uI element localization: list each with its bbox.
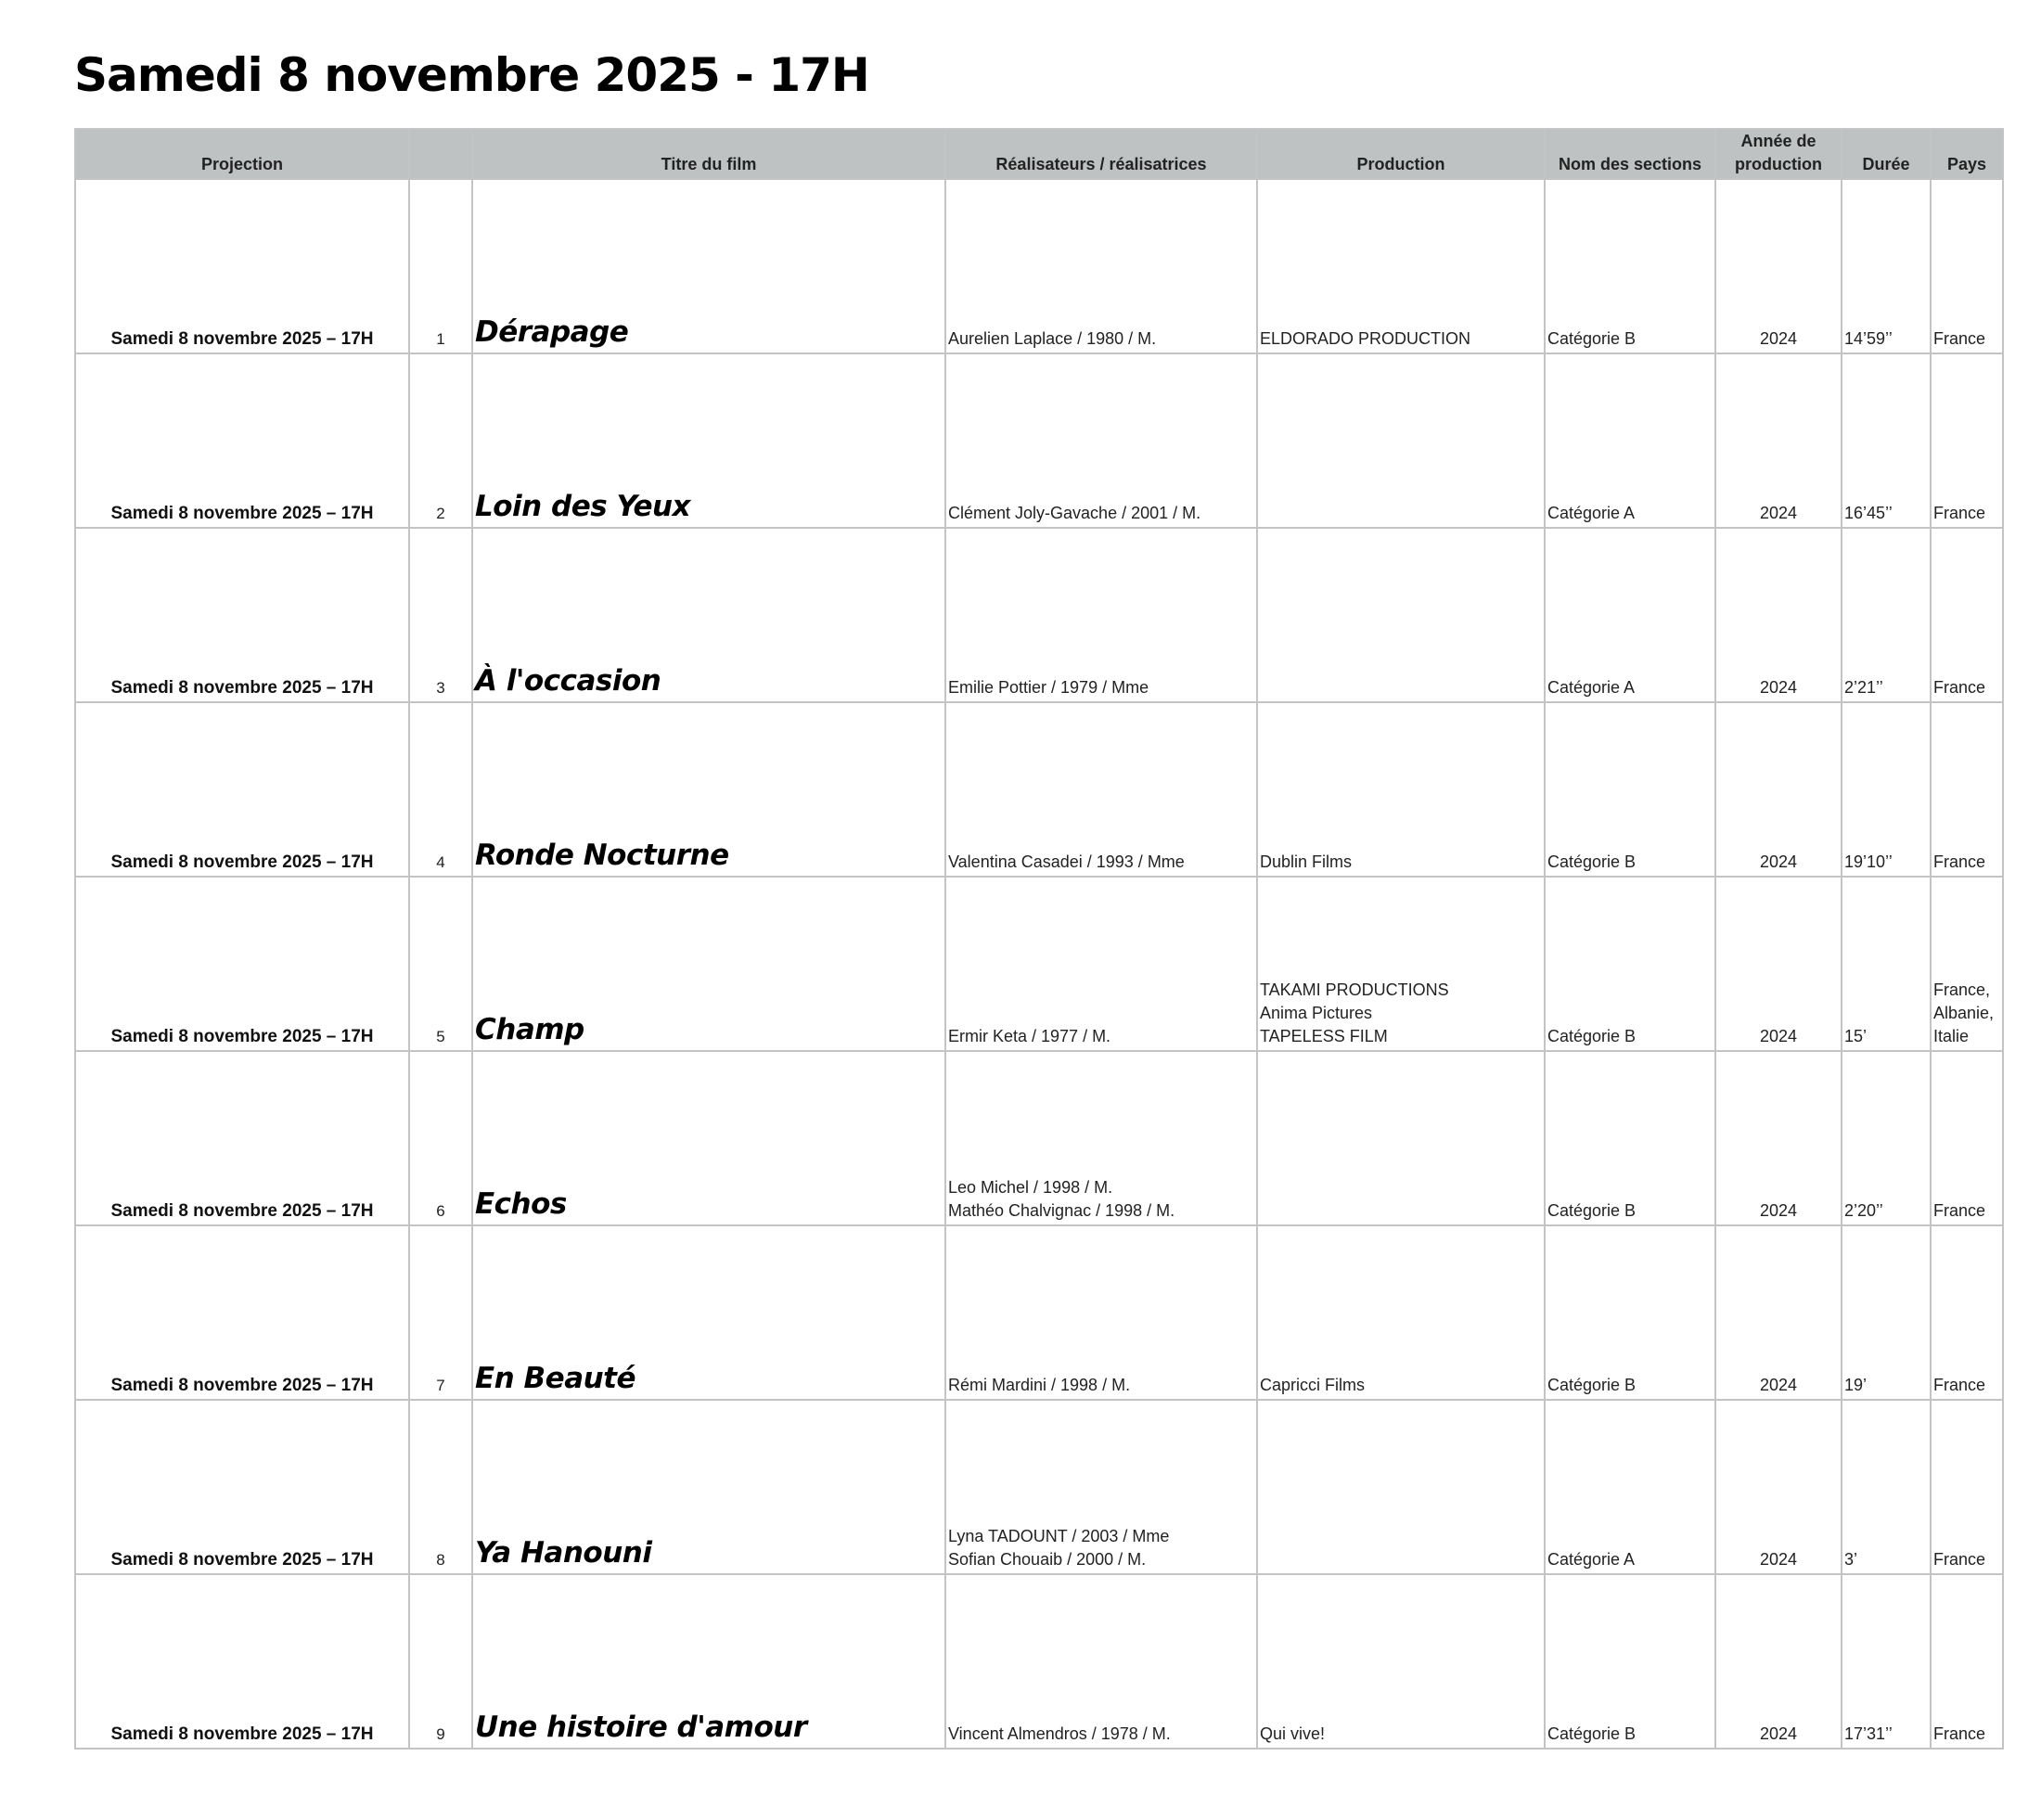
table-row — [75, 702, 2003, 877]
cell-country — [1931, 179, 2003, 353]
cell-duration: 2’20’’ — [1842, 1051, 1931, 1225]
cell-country — [1931, 1400, 2003, 1574]
header-section: Nom des sections — [1545, 129, 1715, 179]
cell-country-line: France — [1933, 1376, 1986, 1394]
cell-film-title: Ya Hanouni — [472, 1400, 945, 1574]
cell-directors-line: Mathéo Chalvignac / 1998 / M. — [948, 1201, 1175, 1220]
cell-directors — [945, 1051, 1257, 1225]
cell-projection: Samedi 8 novembre 2025 – 17H — [75, 877, 409, 1051]
cell-number: 8 — [409, 1400, 472, 1574]
cell-projection: Samedi 8 novembre 2025 – 17H — [75, 1400, 409, 1574]
header-year-line1: Année de — [1740, 132, 1816, 150]
cell-section: Catégorie B — [1545, 179, 1715, 353]
cell-projection: Samedi 8 novembre 2025 – 17H — [75, 528, 409, 702]
cell-year: 2024 — [1715, 528, 1842, 702]
cell-year: 2024 — [1715, 1574, 1842, 1749]
cell-year: 2024 — [1715, 353, 1842, 528]
cell-country — [1931, 1574, 2003, 1749]
cell-country — [1931, 1051, 2003, 1225]
cell-number: 5 — [409, 877, 472, 1051]
header-production: Production — [1257, 129, 1545, 179]
cell-directors-line: Aurelien Laplace / 1980 / M. — [948, 329, 1157, 348]
cell-country — [1931, 528, 2003, 702]
cell-film-title: En Beauté — [472, 1225, 945, 1400]
cell-year: 2024 — [1715, 877, 1842, 1051]
cell-production-line: TAPELESS FILM — [1260, 1027, 1388, 1045]
cell-duration: 15’ — [1842, 877, 1931, 1051]
schedule-table — [74, 128, 2004, 1750]
cell-directors — [945, 1225, 1257, 1400]
cell-film-title: À l'occasion — [472, 528, 945, 702]
cell-directors-line: Emilie Pottier / 1979 / Mme — [948, 678, 1149, 697]
cell-directors — [945, 1574, 1257, 1749]
table-row — [75, 528, 2003, 702]
cell-country-line: France — [1933, 329, 1986, 348]
header-projection: Projection — [75, 129, 409, 179]
cell-projection: Samedi 8 novembre 2025 – 17H — [75, 179, 409, 353]
cell-directors — [945, 179, 1257, 353]
table-row — [75, 877, 2003, 1051]
header-duration: Durée — [1842, 129, 1931, 179]
cell-country — [1931, 1225, 2003, 1400]
cell-duration: 17’31’’ — [1842, 1574, 1931, 1749]
cell-duration: 16’45’’ — [1842, 353, 1931, 528]
cell-country-line: France — [1933, 1724, 1986, 1743]
cell-section: Catégorie A — [1545, 528, 1715, 702]
cell-directors-line: Leo Michel / 1998 / M. — [948, 1178, 1113, 1197]
cell-section: Catégorie A — [1545, 353, 1715, 528]
cell-directors-line: Clément Joly-Gavache / 2001 / M. — [948, 504, 1201, 522]
cell-film-title: Dérapage — [472, 179, 945, 353]
cell-country-line: France — [1933, 852, 1986, 871]
cell-production — [1257, 528, 1545, 702]
cell-country-line: Albanie, — [1933, 1004, 1995, 1022]
cell-country-line: Italie — [1933, 1027, 1970, 1045]
cell-directors — [945, 353, 1257, 528]
cell-section: Catégorie A — [1545, 1400, 1715, 1574]
cell-projection: Samedi 8 novembre 2025 – 17H — [75, 1225, 409, 1400]
cell-year: 2024 — [1715, 702, 1842, 877]
header-title: Titre du film — [472, 129, 945, 179]
cell-duration: 19’10’’ — [1842, 702, 1931, 877]
cell-section: Catégorie B — [1545, 1225, 1715, 1400]
table-row — [75, 1225, 2003, 1400]
cell-country — [1931, 353, 2003, 528]
table-row — [75, 1400, 2003, 1574]
cell-directors — [945, 1400, 1257, 1574]
table-row — [75, 1051, 2003, 1225]
cell-number: 1 — [409, 179, 472, 353]
cell-country-line: France — [1933, 678, 1986, 697]
cell-production — [1257, 1051, 1545, 1225]
header-country: Pays — [1931, 129, 2003, 179]
cell-year: 2024 — [1715, 1400, 1842, 1574]
cell-production-line: Capricci Films — [1260, 1376, 1366, 1394]
cell-section: Catégorie B — [1545, 702, 1715, 877]
cell-directors — [945, 877, 1257, 1051]
cell-production — [1257, 702, 1545, 877]
cell-film-title: Loin des Yeux — [472, 353, 945, 528]
cell-projection: Samedi 8 novembre 2025 – 17H — [75, 702, 409, 877]
cell-directors-line: Sofian Chouaib / 2000 / M. — [948, 1550, 1147, 1569]
table-row — [75, 353, 2003, 528]
table-row — [75, 1574, 2003, 1749]
cell-film-title: Champ — [472, 877, 945, 1051]
cell-number: 3 — [409, 528, 472, 702]
cell-country-line: France — [1933, 1201, 1986, 1220]
cell-production-line: Anima Pictures — [1260, 1004, 1373, 1022]
cell-country — [1931, 702, 2003, 877]
cell-duration: 14’59’’ — [1842, 179, 1931, 353]
cell-production — [1257, 179, 1545, 353]
cell-production — [1257, 1400, 1545, 1574]
cell-production — [1257, 1574, 1545, 1749]
cell-directors-line: Vincent Almendros / 1978 / M. — [948, 1724, 1171, 1743]
cell-film-title: Ronde Nocturne — [472, 702, 945, 877]
cell-number: 2 — [409, 353, 472, 528]
cell-section: Catégorie B — [1545, 1051, 1715, 1225]
cell-directors — [945, 528, 1257, 702]
cell-country-line: France — [1933, 504, 1986, 522]
cell-section: Catégorie B — [1545, 1574, 1715, 1749]
cell-production — [1257, 877, 1545, 1051]
cell-number: 6 — [409, 1051, 472, 1225]
header-number — [409, 129, 472, 179]
cell-number: 7 — [409, 1225, 472, 1400]
cell-projection: Samedi 8 novembre 2025 – 17H — [75, 1051, 409, 1225]
cell-section: Catégorie B — [1545, 877, 1715, 1051]
cell-directors-line: Ermir Keta / 1977 / M. — [948, 1027, 1111, 1045]
cell-year: 2024 — [1715, 1225, 1842, 1400]
table-row — [75, 179, 2003, 353]
cell-projection: Samedi 8 novembre 2025 – 17H — [75, 1574, 409, 1749]
cell-year: 2024 — [1715, 1051, 1842, 1225]
header-directors: Réalisateurs / réalisatrices — [945, 129, 1257, 179]
header-row — [75, 129, 2003, 179]
cell-directors — [945, 702, 1257, 877]
cell-country-line: France, — [1933, 980, 1991, 999]
cell-directors-line: Valentina Casadei / 1993 / Mme — [948, 852, 1185, 871]
cell-country — [1931, 877, 2003, 1051]
cell-directors-line: Rémi Mardini / 1998 / M. — [948, 1376, 1131, 1394]
cell-number: 9 — [409, 1574, 472, 1749]
cell-projection: Samedi 8 novembre 2025 – 17H — [75, 353, 409, 528]
cell-production-line: Dublin Films — [1260, 852, 1353, 871]
cell-production — [1257, 1225, 1545, 1400]
header-year — [1715, 129, 1842, 179]
cell-production — [1257, 353, 1545, 528]
header-year-line2: production — [1735, 155, 1822, 173]
cell-directors-line: Lyna TADOUNT / 2003 / Mme — [948, 1527, 1170, 1545]
cell-duration: 19’ — [1842, 1225, 1931, 1400]
cell-duration: 2’21’’ — [1842, 528, 1931, 702]
cell-production-line: Qui vive! — [1260, 1724, 1326, 1743]
cell-country-line: France — [1933, 1550, 1986, 1569]
cell-production-line: TAKAMI PRODUCTIONS — [1260, 980, 1449, 999]
cell-film-title: Echos — [472, 1051, 945, 1225]
cell-year: 2024 — [1715, 179, 1842, 353]
cell-number: 4 — [409, 702, 472, 877]
cell-production-line: ELDORADO PRODUCTION — [1260, 329, 1471, 348]
cell-duration: 3’ — [1842, 1400, 1931, 1574]
page-title: Samedi 8 novembre 2025 - 17H — [74, 48, 869, 102]
cell-film-title: Une histoire d'amour — [472, 1574, 945, 1749]
